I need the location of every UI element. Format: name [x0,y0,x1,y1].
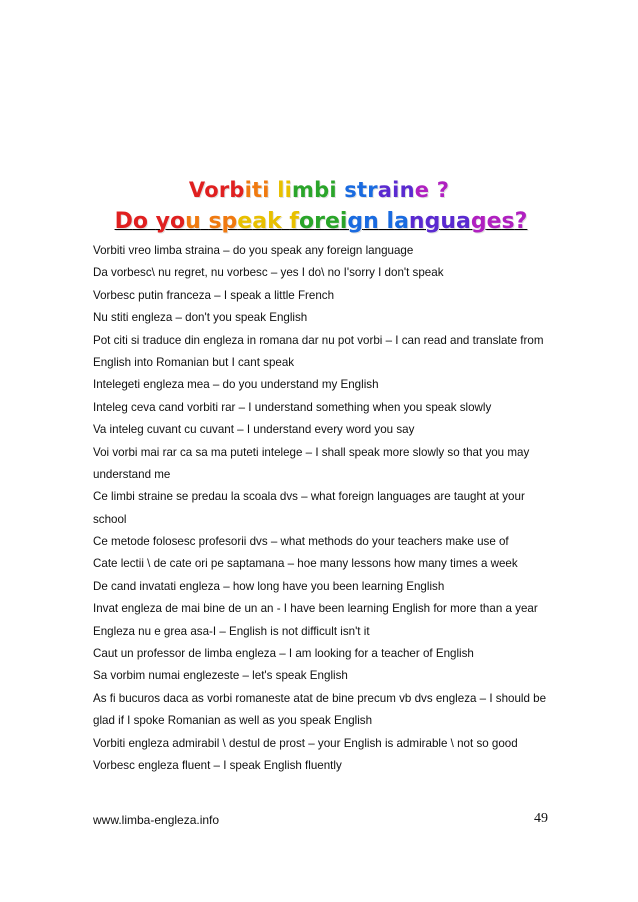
phrase-line: glad if I spoke Romanian as well as you speak English [93,714,373,728]
title-english [0,209,638,234]
phrase-line: Vorbiti vreo limba straina – do you speak any foreign language [93,244,414,257]
phrase-line: Da vorbesc\ nu regret, nu vorbesc – yes I do\ no I'sorry I don't speak [93,266,444,280]
phrase-line: English into Romanian but I cant speak [93,355,295,369]
phrase-line: Vorbiti engleza admirabil \ destul de prost – your English is admirable \ not so good [93,736,518,750]
footer-website: www.limba-engleza.info [93,813,220,827]
phrase-line: school [93,512,127,526]
phrase-line: Engleza nu e grea asa-I – English is not difficult isn't it [93,624,370,638]
phrase-line: Va inteleg cuvant cu cuvant – I understand every word you say [93,423,415,437]
phrase-line: Vorbesc putin franceza – I speak a little French [93,288,335,302]
phrase-line: Nu stiti engleza – don't you speak English [93,311,308,325]
phrase-line: As fi bucuros daca as vorbi romaneste atat de bine precum vb dvs engleza – I should be [93,691,547,705]
phrase-line: Inteleg ceva cand vorbiti rar – I understand something when you speak slowly [93,400,492,414]
phrase-list [93,240,563,777]
phrase-line: Ce limbi straine se predau la scoala dvs – what foreign languages are taught at your [93,490,525,504]
phrase-line: Sa vorbim numai englezeste – let's speak English [93,669,348,683]
title-rainbow-text: Vorbiti limbi straine ? [188,178,450,202]
phrase-line: understand me [93,467,171,481]
phrase-line: Vorbesc engleza fluent – I speak English fluently [93,758,342,772]
phrase-line: Invat engleza de mai bine de un an - I have been learning English for more than a year [93,602,538,616]
phrase-line: Cate lectii \ de cate ori pe saptamana – hoe many lessons how many times a week [93,557,518,571]
title-rainbow-text: Do you speak foreign languages? [114,209,528,234]
phrase-line: Voi vorbi mai rar ca sa ma puteti intelege – I shall speak more slowly so that you may [93,445,530,459]
phrase-line: Caut un professor de limba engleza – I am looking for a teacher of English [93,647,474,661]
phrase-line: Pot citi si traduce din engleza in romana dar nu pot vorbi – I can read and translate from [93,333,544,347]
page-number: 49 [534,811,548,826]
phrase-line: Ce metode folosesc profesorii dvs – what methods do your teachers make use of [93,535,509,549]
phrase-line: De cand invatati engleza – how long have you been learning English [93,579,445,593]
phrase-line: Intelegeti engleza mea – do you understand my English [93,378,379,392]
title-romanian [0,178,638,202]
